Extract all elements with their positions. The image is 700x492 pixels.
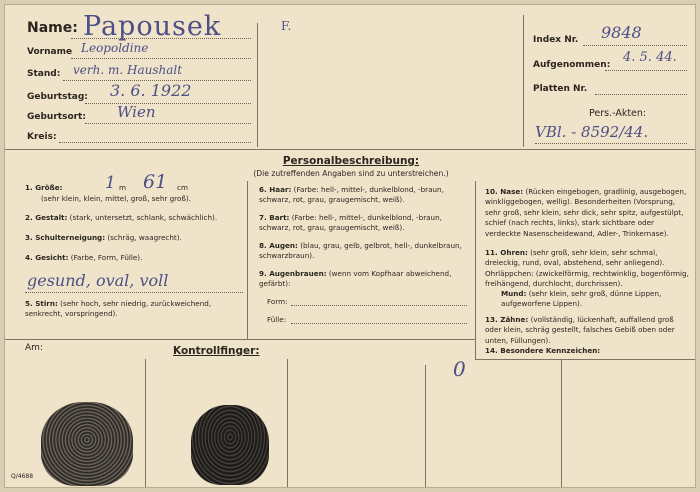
gesicht-options: (Farbe, Form, Fülle). (70, 253, 143, 262)
platten-line (595, 94, 687, 95)
name-label: Name: (27, 20, 78, 36)
gesicht-label: 4. Gesicht: (25, 253, 69, 262)
item-gestalt (25, 213, 243, 223)
kennzeichen-mark: 0 (453, 357, 466, 381)
mund-label: Mund: (501, 289, 527, 298)
finger-divider-2 (287, 359, 288, 488)
brauen-options: (wenn vom Kopfhaar abweichend, gefärbt): (259, 269, 452, 289)
mund-options: (sehr klein, sehr groß, dünne Lippen, aufgeworfene Lippen). (501, 289, 662, 309)
index-line (583, 45, 687, 46)
item-ohren (485, 248, 691, 290)
section-separator-top (5, 149, 696, 150)
top-divider-right (523, 15, 524, 147)
nase-label: 10. Nase: (485, 187, 524, 196)
index-label: Index Nr. (533, 35, 579, 45)
bart-options: (Farbe: hell-, mittel-, dunkelblond, -braun, schwarz, rot, grau, graugemischt, weiß). (259, 213, 442, 233)
vorname-line (71, 58, 251, 59)
finger-divider-1 (145, 359, 146, 488)
kennzeichen-label: 14. Besondere Kennzeichen: (485, 346, 601, 355)
platten-label: Platten Nr. (533, 84, 588, 94)
aufgenommen-label: Aufgenommen: (533, 60, 611, 70)
am-label: Am: (25, 343, 43, 353)
groesse-cm-unit: cm (177, 183, 188, 192)
stand-value: verh. m. Haushalt (73, 63, 183, 77)
name-line (71, 38, 251, 39)
geburtstag-label: Geburtstag: (27, 92, 88, 102)
gesicht-hand: gesund, oval, voll (27, 271, 169, 290)
brauen-label: 9. Augenbrauen: (259, 269, 327, 278)
zaehne-options: (vollständig, lückenhaft, auffallend groß oder klein, schräg gestellt, falsches Gebiß oben oder unten, Füllungen). (485, 315, 675, 345)
ohren-label: 11. Ohren: (485, 248, 528, 257)
item-kennzeichen (485, 346, 691, 356)
item-stirn (25, 299, 243, 320)
kreis-label: Kreis: (27, 132, 57, 142)
akten-label: Pers.-Akten: (589, 108, 647, 119)
zaehne-label: 13. Zähne: (485, 315, 529, 324)
sex-mark: F. (281, 19, 292, 33)
geburtstag-value: 3. 6. 1922 (110, 81, 192, 100)
item-nase (485, 187, 691, 239)
ohren-options: (sehr groß, sehr klein, sehr schmal, dreieckig, rund, oval, abstehend, sehr anliegend). Ohrläppchen: (zwickelförmig, rechtwinklig, bogenförmig, freihängend, durchlocht, durchrissen). (485, 248, 689, 289)
form-label: Form: (267, 297, 288, 306)
groesse-hand-m: 1 (105, 173, 116, 193)
groesse-label: 1. Größe: (25, 183, 63, 192)
bart-label: 7. Bart: (259, 213, 290, 222)
form-code: Q/4688 (11, 473, 34, 480)
geburtsort-label: Geburtsort: (27, 112, 86, 122)
finger-divider-3 (425, 365, 426, 488)
item-zaehne (485, 315, 691, 346)
augen-label: 8. Augen: (259, 241, 298, 250)
col-divider-1 (247, 181, 248, 339)
item-bart (259, 213, 469, 234)
stand-label: Stand: (27, 69, 61, 79)
fuelle-label: Fülle: (267, 315, 287, 324)
vorname-label: Vorname (27, 47, 73, 57)
vorname-value: Leopoldine (81, 41, 149, 55)
stirn-options: (sehr hoch, sehr niedrig, zurückweichend, senkrecht, vorspringend). (25, 299, 212, 319)
kontroll-label: Kontrollfinger: (173, 345, 260, 357)
kreis-line (59, 142, 251, 143)
groesse-options: (sehr klein, klein, mittel, groß, sehr groß). (41, 194, 191, 203)
item-mund (501, 289, 691, 310)
schulter-label: 3. Schulterneigung: (25, 233, 106, 242)
item-schulter (25, 233, 243, 243)
item-groesse (25, 183, 241, 193)
gestalt-options: (stark, untersetzt, schlank, schwächlich). (69, 213, 218, 222)
personal-subtitle: (Die zutreffenden Angaben sind zu unterstreichen.) (253, 169, 449, 178)
top-divider-left (257, 23, 258, 147)
fingerprint-right (191, 405, 269, 485)
aufgenommen-value: 4. 5. 44. (623, 50, 677, 65)
item-brauen (259, 269, 469, 290)
section-separator-bottom (5, 339, 475, 340)
item-haar (259, 185, 469, 206)
personal-title: Personalbeschreibung: (282, 155, 420, 167)
gesicht-line (25, 292, 243, 293)
haar-label: 6. Haar: (259, 185, 292, 194)
akten-line (535, 143, 687, 144)
item-gesicht (25, 253, 243, 263)
groesse-hand-cm: 61 (143, 171, 168, 193)
stirn-label: 5. Stirn: (25, 299, 58, 308)
gestalt-label: 2. Gestalt: (25, 213, 68, 222)
col-divider-2 (475, 181, 476, 359)
fuelle-line (291, 323, 467, 324)
form-line (291, 305, 467, 306)
groesse-m-unit: m (119, 183, 127, 192)
item-augen (259, 241, 469, 262)
geburtsort-value: Wien (117, 103, 156, 121)
akten-value: VBl. - 8592/44. (535, 123, 649, 141)
augen-options: (blau, grau, gelb, gelbrot, hell-, dunkelbraun, schwarzbraun). (259, 241, 462, 261)
fingerprint-left (41, 402, 133, 486)
index-value: 9848 (601, 23, 642, 42)
nase-options: (Rücken eingebogen, gradlinig, ausgebogen, winkliggebogen, wellig). Besonderheiten (Vorsprung, sehr groß, sehr klein, sehr dick, sehr spitz, aufgestülpt, schief (nach rechts, links), stark sichtbare oder verdeckte Nasenscheidewand, Adler-, Trinkernase). (485, 187, 687, 238)
name-value: Papousek (83, 11, 222, 42)
geburtstag-line (85, 103, 251, 104)
police-record-card (4, 4, 696, 488)
aufgenommen-line (605, 70, 687, 71)
schulter-options: (schräg, waagrecht). (107, 233, 182, 242)
haar-options: (Farbe: hell-, mittel-, dunkelblond, -braun, schwarz, rot, grau, graugemischt, weiß). (259, 185, 444, 205)
finger-divider-4 (561, 359, 562, 488)
geburtsort-line (85, 123, 251, 124)
section-separator-bottom-right (475, 359, 696, 360)
